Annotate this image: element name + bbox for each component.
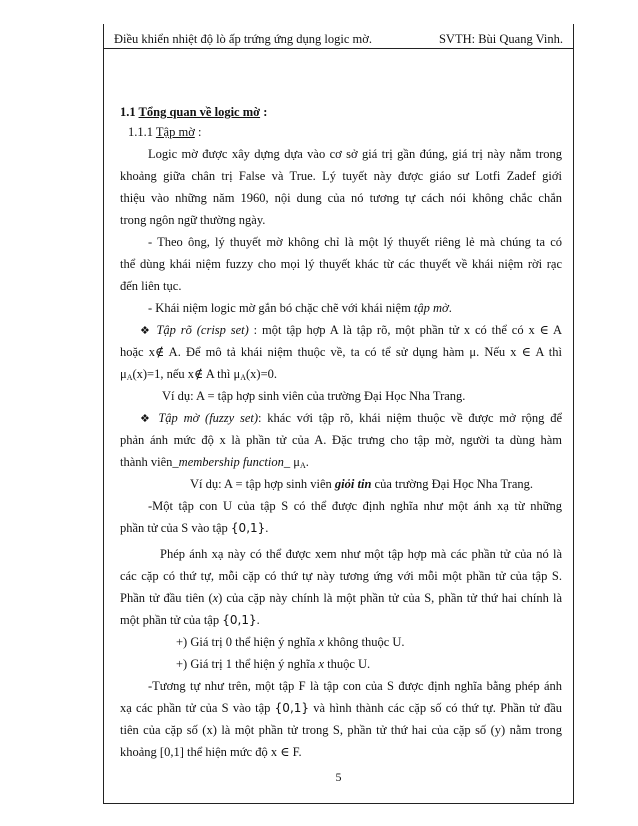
page-header xyxy=(104,24,573,49)
paragraph-line: thể dùng khái niệm fuzzy cho mọi lý thuyết khác từ các thuyết về khái niệm rời rạc xyxy=(120,257,562,271)
subsection-title: Tập mờ xyxy=(155,125,195,139)
p5-text: ) của cặp này chính là một phần tử của S, phần tử thứ hai chính là xyxy=(218,591,563,605)
membership-term: membership function xyxy=(178,455,284,469)
paragraph-line xyxy=(148,298,452,318)
paragraph-line: các cặp có thứ tự, mỗi cặp có thứ tự này tương ứng với mỗi một phần tử của tập S. xyxy=(120,569,562,583)
subscript: A xyxy=(299,461,306,470)
paragraph-line: khoảng [0,1] thể hiện mức độ x ∈ F. xyxy=(120,745,302,759)
p5-text: . xyxy=(256,613,260,627)
section-number: 1.1 xyxy=(120,105,136,119)
paragraph-line: Phép ánh xạ này có thể được xem như một tập hợp mà các phần tử của nó là xyxy=(160,547,562,561)
header-title: Điều khiển nhiệt độ lò ấp trứng ứng dụng logic mờ. xyxy=(114,32,372,46)
paragraph-line xyxy=(120,588,562,608)
p3-term: tập mờ xyxy=(413,301,449,315)
fuzzy-term: Tập mờ (fuzzy set) xyxy=(158,411,259,425)
subsection-heading xyxy=(128,122,201,142)
p4-text: phần tử của S vào tập xyxy=(120,521,231,535)
set-notation: {0,1} xyxy=(274,701,310,715)
p3-text: - Khái niệm logic mờ gắn bó chặc chẽ với khái niệm xyxy=(148,301,414,315)
set-notation: {0,1} xyxy=(230,521,266,535)
value-text: không thuộc U. xyxy=(324,635,405,649)
subscript: A xyxy=(126,373,133,382)
crisp-text: (x)=1, nếu x∉ A thì μ xyxy=(132,367,241,381)
paragraph-line: tiên của cặp số (x) là một phần tử trong S, phần tử thứ hai của cặp số (y) nằm trong xyxy=(120,723,562,737)
example-line: Ví dụ: A = tập hợp sinh viên của trường Đại Học Nha Trang. xyxy=(162,389,466,403)
variable-x: x xyxy=(318,657,324,671)
value-text: +) Giá trị 1 thể hiện ý nghĩa xyxy=(176,657,319,671)
fuzzy-set-line xyxy=(140,408,562,428)
header-author: SVTH: Bùi Quang Vinh. xyxy=(438,32,563,46)
fuzzy-text: thành viên_ xyxy=(120,455,179,469)
paragraph-line: đến liên tục. xyxy=(120,279,182,293)
fuzzy-text: : khác với tập rõ, khái niệm thuộc về được mở rộng để xyxy=(258,411,562,425)
p6-text: xạ các phần tử của S vào tập xyxy=(120,701,275,715)
subscript: A xyxy=(240,373,246,382)
diamond-bullet-icon: ❖ xyxy=(140,412,153,425)
crisp-text: (x)=0. xyxy=(246,367,277,381)
paragraph-line: phản ánh mức độ x là phần tử của A. Đặc trưng cho tập mờ, người ta dùng hàm xyxy=(120,433,562,447)
paragraph-line: - Theo ông, lý thuyết mờ không chỉ là một lý thuyết riêng lẻ mà chúng ta có xyxy=(148,235,562,249)
p4-text: . xyxy=(265,521,269,535)
page-frame xyxy=(103,24,574,804)
paragraph-line: thiệu vào những năm 1960, nội dung của nó tương tự cách nói không chắc chắn xyxy=(120,191,562,205)
paragraph-line xyxy=(120,518,268,538)
paragraph-line: khoảng giữa chân trị False và True. Lý tuyết này được giáo sư Lotfi Zadef giới xyxy=(120,169,562,183)
subsection-number: 1.1.1 xyxy=(128,125,153,139)
section-heading xyxy=(120,102,267,122)
p3-end: . xyxy=(448,301,452,315)
section-colon: : xyxy=(263,105,268,119)
paragraph-line xyxy=(120,364,277,384)
fuzzy-text: . xyxy=(305,455,309,469)
value-text: +) Giá trị 0 thể hiện ý nghĩa xyxy=(176,635,319,649)
crisp-text: : một tập hợp A là tập rõ, một phần tử x có thể có x ∈ A xyxy=(248,323,562,337)
paragraph-line: -Một tập con U của tập S có thể được định nghĩa như một ánh xạ từ những xyxy=(148,499,562,513)
paragraph-line: -Tương tự như trên, một tập F là tập con của S được định nghĩa bằng phép ánh xyxy=(148,679,562,693)
subsection-colon: : xyxy=(197,125,202,139)
fuzzy-text: _ μ xyxy=(283,455,300,469)
crisp-term: Tập rõ (crisp set) xyxy=(156,323,249,337)
paragraph-line: trong ngôn ngữ thường ngày. xyxy=(120,213,266,227)
crisp-set-line xyxy=(140,320,562,340)
diamond-bullet-icon: ❖ xyxy=(140,324,152,337)
p5-text: Phần tử đầu tiên ( xyxy=(120,591,213,605)
value-text: thuộc U. xyxy=(324,657,371,671)
variable-x: x xyxy=(212,591,219,605)
example-term: giỏi tin xyxy=(334,477,372,491)
variable-x: x xyxy=(318,635,324,649)
value-line xyxy=(176,632,405,652)
example-text: Ví dụ: A = tập hợp sinh viên xyxy=(190,477,335,491)
mu-symbol: μ xyxy=(120,367,127,381)
p5-text: một phần tử của tập xyxy=(120,613,223,627)
set-notation: {0,1} xyxy=(222,613,257,627)
paragraph-line xyxy=(120,610,260,630)
section-title: Tổng quan về logic mờ xyxy=(138,105,261,119)
example-text: của trường Đại Học Nha Trang. xyxy=(371,477,534,491)
page-number: 5 xyxy=(335,770,342,784)
p6-text: và hình thành các cặp số có thứ tự. Phần tử đầu xyxy=(309,701,562,715)
paragraph-line xyxy=(120,452,309,472)
paragraph-line: Logic mờ được xây dựng dựa vào cơ sở giá trị gần đúng, giá trị này nằm trong xyxy=(148,147,562,161)
example-line xyxy=(190,474,533,494)
paragraph-line: hoặc x∉ A. Để mô tả khái niệm thuộc về, ta có tể sử dụng hàm μ. Nếu x ∈ A thì xyxy=(120,345,562,359)
value-line xyxy=(176,654,370,674)
paragraph-line xyxy=(120,698,562,718)
